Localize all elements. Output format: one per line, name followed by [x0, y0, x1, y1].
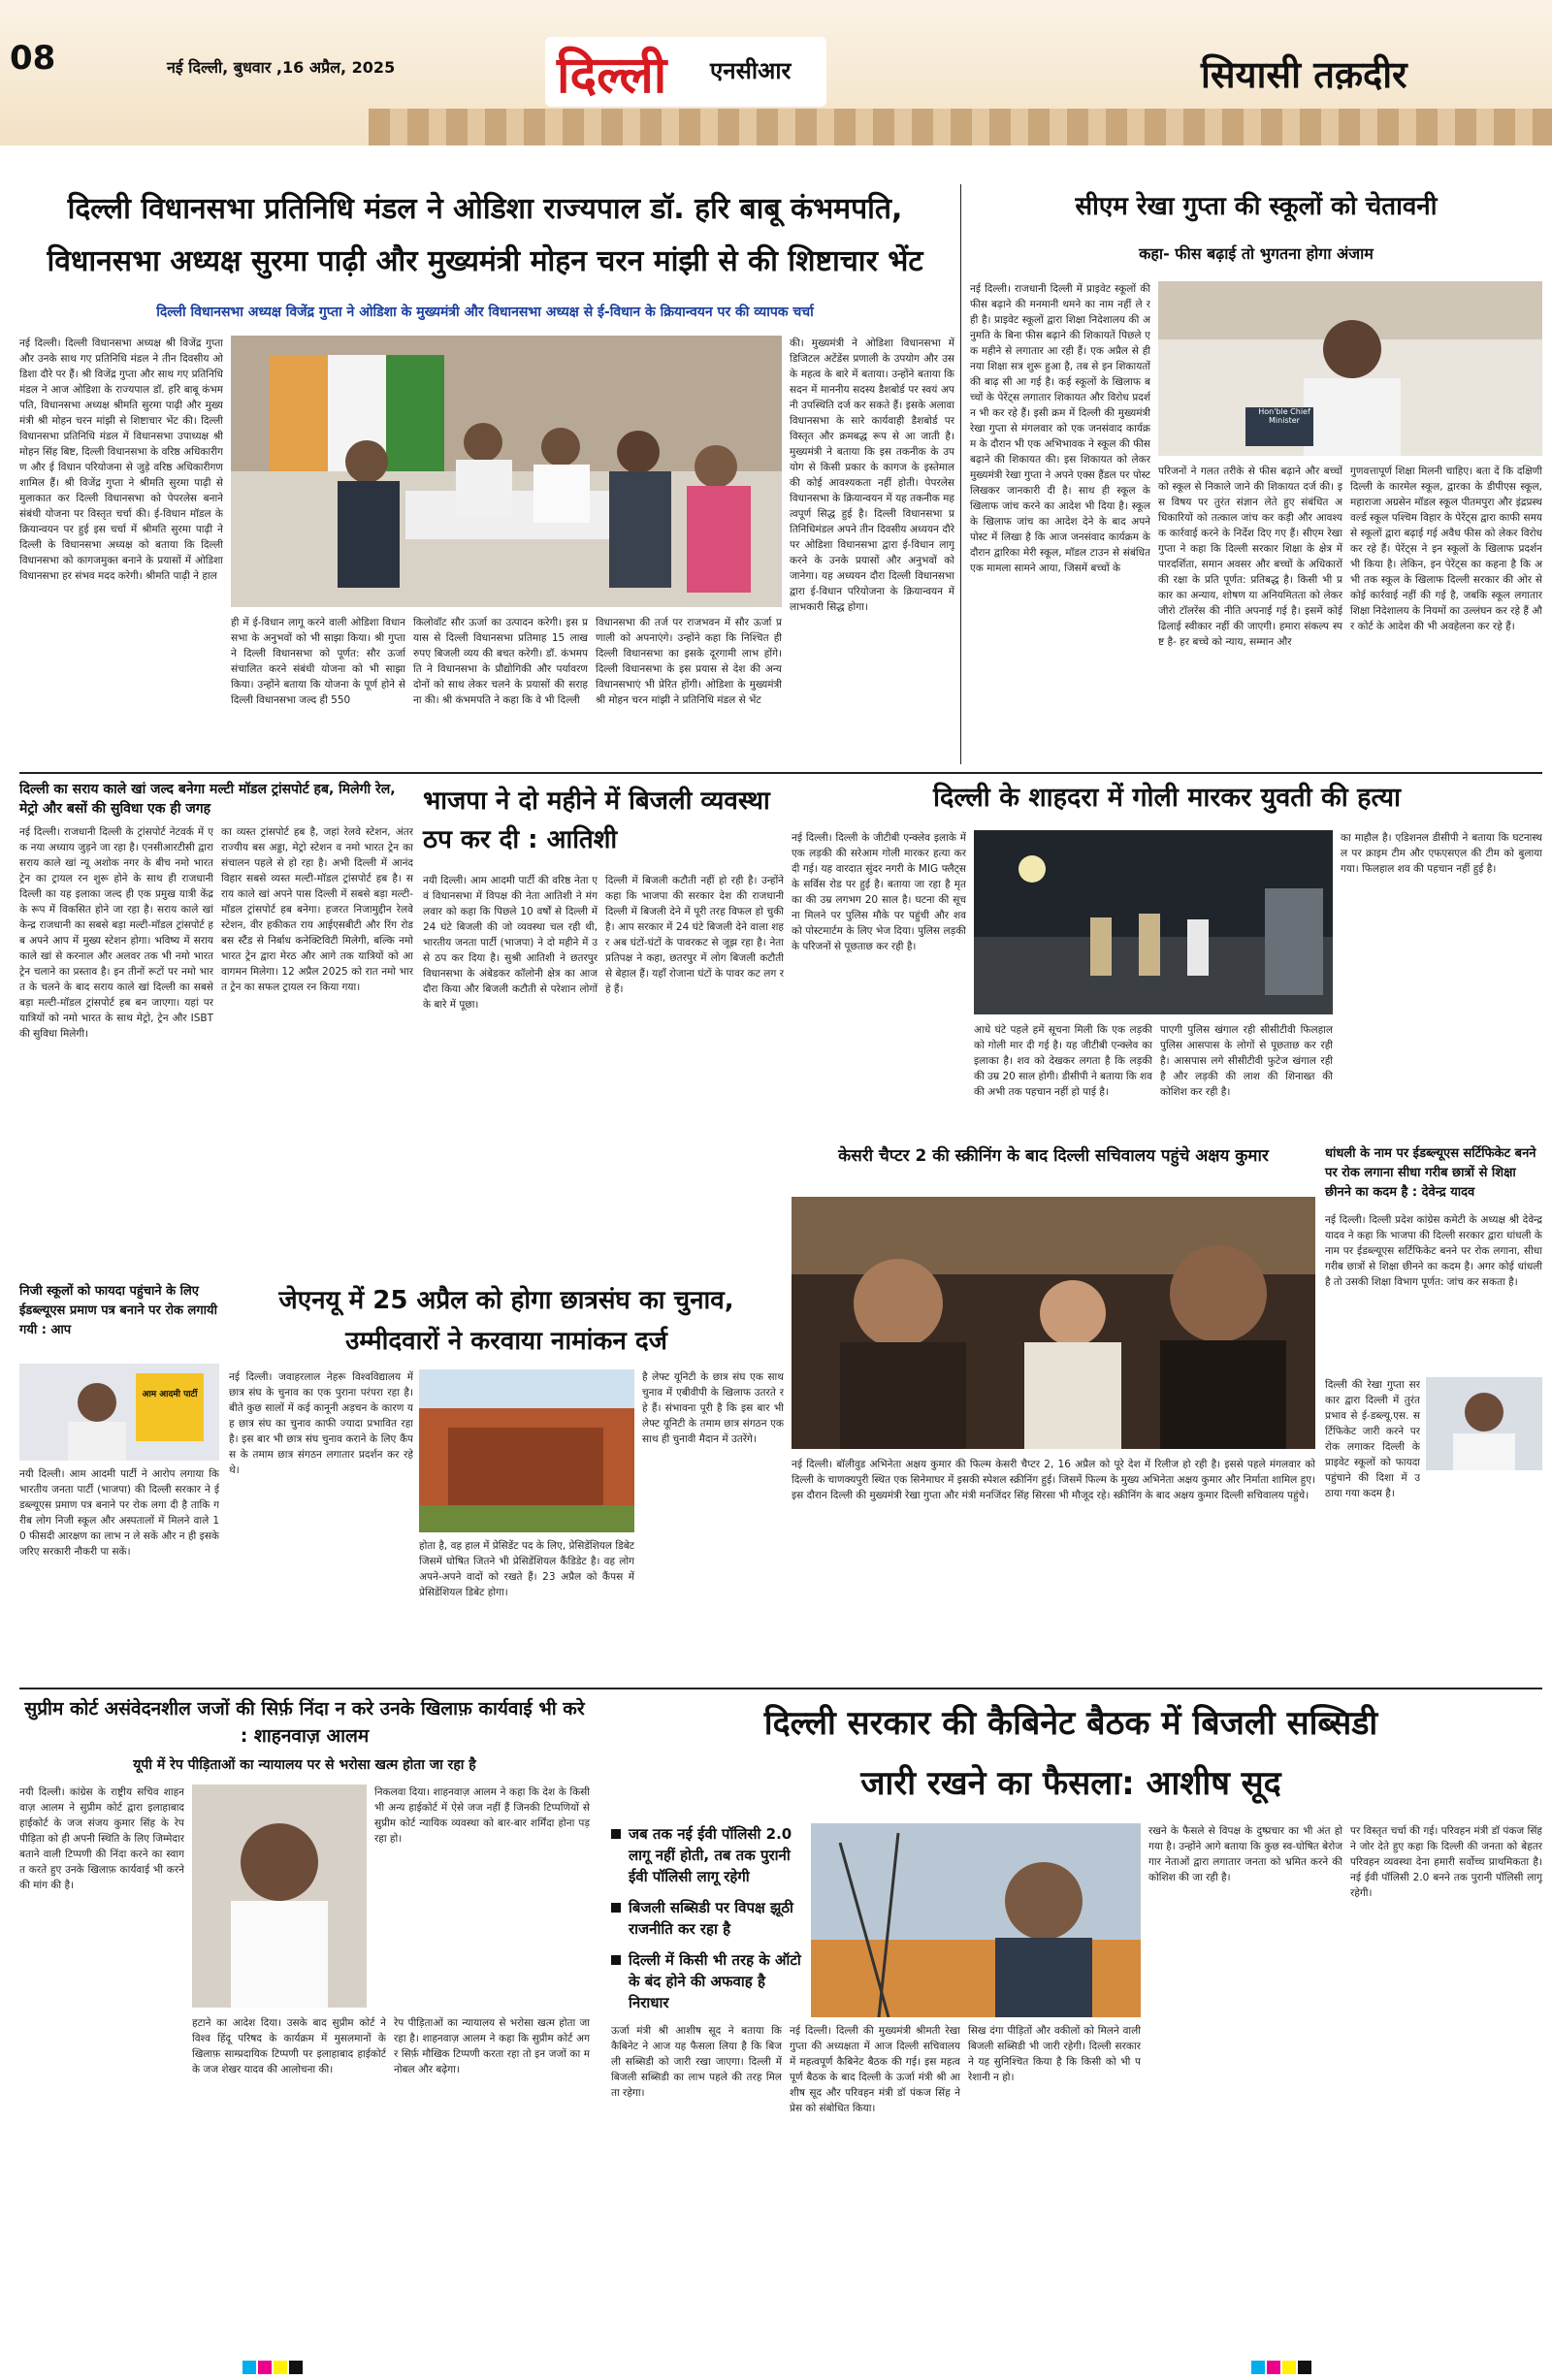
column-rule	[960, 184, 961, 764]
story10-col1: नयी दिल्ली। कांग्रेस के राष्ट्रीय सचिव शाहनवाज़ आलम ने सुप्रीम कोर्ट द्वारा इलाहाबाद हाईकोर्ट के जज संजय कुमार सिंह के रेप पीड़िता को ही अपनी स्थिति के लिए जिम्मेदार बताने वाली टिप्पणी की निंदा करने का स्वागत करते हुए उनके खिलाफ़ कार्यवाई भी करने की मांग की है।	[19, 1786, 184, 1891]
edition-date: नई दिल्ली, बुधवार ,16 अप्रैल, 2025	[167, 58, 396, 77]
story11-bullet-3: दिल्ली में किसी भी तरह के ऑटो के बंद होने की अफवाह है निराधार	[611, 1949, 805, 2013]
page-number: 08	[10, 39, 56, 78]
story8-headline: निजी स्कूलों को फायदा पहुंचाने के लिए ईडब्ल्यूएस प्रमाण पत्र बनाने पर रोक लगायी गयी : आप	[19, 1284, 217, 1337]
story9-col3: है लेफ्ट यूनिटी के छात्र संघ एक साथ चुनाव में एबीवीपी के खिलाफ उतरते रहे हैं। संभावना पूरी है कि इस बार भी लेफ्ट यूनिटी के तमाम छात्र संगठन एक साथ ही चुनावी मैदान में उतरेंगे।	[642, 1371, 784, 1445]
story10-col3: हटाने का आदेश दिया। उसके बाद सुप्रीम कोर्ट ने विश्व हिंदू परिषद के कार्यक्रम में मुसलमानों के खिलाफ़ साम्प्रदायिक टिप्पणी पर इलाहाबाद हाईकोर्ट के जज शेखर यादव की आलोचना की।	[192, 2017, 386, 2075]
section-logo	[545, 37, 826, 107]
story7-col2: दिल्ली की रेखा गुप्ता सरकार द्वारा दिल्ली में तुरंत प्रभाव से ई-डब्ल्यू.एस. सर्टिफिकेट जारी करने पर रोक लगाकर दिल्ली के प्राइवेट स्कूलों को फायदा पहुंचाने की दिशा में उठाया गया कदम है।	[1325, 1379, 1420, 1499]
story10-headline: सुप्रीम कोर्ट असंवेदनशील जजों की सिर्फ़ निंदा न करे उनके खिलाफ़ कार्यवाई भी करे : शाहनवाज़ आलम	[24, 1698, 585, 1747]
story2-deck: कहा- फीस बढ़ाई तो भुगतना होगा अंजाम	[1139, 244, 1374, 263]
logo-main: दिल्ली	[557, 46, 667, 105]
section-title	[1201, 48, 1407, 99]
story1-col1: नई दिल्ली। दिल्ली विधानसभा अध्यक्ष श्री विजेंद्र गुप्ता और उनके साथ गए प्रतिनिधि मंडल ने तीन दिवसीय ओडिशा दौरे पर हैं। श्री विजेंद्र गुप्ता और साथ गए प्रतिनिधि मंडल ने आज ओडिशा के राज्यपाल डॉ. हरि बाबू कंभमपति, विधानसभा अध्यक्ष श्रीमति सुरमा पाढ़ी और मुख्यमंत्री श्री मोहन चरन मांझी से शिष्टाचार भेंट की। दिल्ली विधानसभा प्रतिनिधि मंडल में विधानसभा उपाध्यक्ष श्री मोहन सिंह बिष्ट, दिल्ली विधानसभा के वरिष्ठ अधिकारीगण और ई विधान परियोजना से जुड़े वरिष्ठ अधिकारीगण शामिल हैं। श्री विजेंद्र गुप्ता ने श्रीमति सुरमा पाढ़ी से मुलाकात कर दिल्ली विधानसभा को पेपरलेस बनाने संबंधी योजना पर विस्तृत चर्चा की। ई-विधान मॉडल के क्रियान्वयन पर हुई इस चर्चा में श्रीमति सुरमा पाढ़ी ने दिल्ली के विधानसभा अध्यक्ष को बताया कि दिल्ली विधानसभा को कागजमुक्त बनाने के प्रयासों में ओडिशा विधानसभा हर संभव मदद करेगी। श्रीमति पाढ़ी ने हाल	[19, 338, 223, 582]
story6-body: नई दिल्ली। बॉलीवुड अभिनेता अक्षय कुमार की फिल्म केसरी चैप्टर 2, 16 अप्रैल को पूरे देश में रिलीज हो रही है। इससे पहले मंगलवार को दिल्ली के चाणक्यपुरी स्थित एक सिनेमाघर में इसकी स्पेशल स्क्रीनिंग हुई। जिसमें फिल्म के मुख्य अभिनेता अक्षय कुमार और निर्माता शामिल हुए। इस दौरान दिल्ली की मुख्यमंत्री रेखा गुप्ता और मंत्री मनजिंदर सिंह सिरसा भी मौजूद रहे। स्क्रीनिंग के बाद अक्षय कुमार दिल्ली सचिवालय पहुंचे।	[792, 1459, 1315, 1501]
story3-headline: दिल्ली का सराय काले खां जल्द बनेगा मल्टी मॉडल ट्रांसपोर्ट हब, मिलेगी रेल, मेट्रो और बसों की सुविधा एक ही जगह	[19, 782, 396, 817]
story1-photo	[231, 336, 782, 607]
story8-party-sign: आम आदमी पार्टी	[142, 1390, 198, 1399]
story2-col1: नई दिल्ली। राजधानी दिल्ली में प्राइवेट स्कूलों की फीस बढ़ाने की मनमानी थमने का नाम नहीं ले रही है। प्राइवेट स्कूलों द्वारा शिक्षा निदेशालय की अनुमति के बिना फीस बढ़ाने की शिकायतें पिछले एक महीने से लगातार आ रही हैं। एक अप्रैल से ही नया शिक्षा सत्र शुरू हुआ है, तब से इन शिकायतों की बाढ़ सी आ गई है। कई स्कूलों के खिलाफ बच्चों के पेरेंट्स लगातार शिकायत और विरोध प्रदर्शन भी कर रहे हैं। इसी क्रम में दिल्ली की मुख्यमंत्री रेखा गुप्ता से मंगलवार को एक जनसंवाद कार्यक्रम के दौरान भी एक अभिभावक ने स्कूल की फीस बढ़ाने की शिकायत की। इस शिकायत को लेकर मुख्यमंत्री रेखा गुप्ता ने अपने एक्स हैंडल पर पोस्ट लिखकर जानकारी दी है। साथ ही स्कूल के खिलाफ जांच करने का आदेश भी दिया है। स्कूल के खिलाफ जांच का आदेश देने के बाद अपने पोस्ट में लिखा है कि आज जनसंवाद कार्यक्रम के दौरान द्वारिका मेरी स्कूल, मॉडल टाउन से संबंधित एक मामला सामने आया, जिसमें बच्चों के	[970, 283, 1150, 574]
story7-col1: नई दिल्ली। दिल्ली प्रदेश कांग्रेस कमेटी के अध्यक्ष श्री देवेन्द्र यादव ने कहा कि भाजपा की दिल्ली सरकार द्वारा धांधली के नाम पर ईडब्ल्यूएस सर्टिफिकेट बनने पर रोक लगाना, सीधा गरीब छात्रों से शिक्षा छीनने का कदम है। अगर कोई धांधली है तो उसकी शिक्षा विभाग पूर्णत: जांच कर सकता है।	[1325, 1214, 1542, 1288]
story10-col2: निकलवा दिया। शाहनवाज़ आलम ने कहा कि देश के किसी भी अन्य हाईकोर्ट में ऐसे जज नहीं हैं जिनकी टिप्पणियों से सुप्रीम कोर्ट न्यायिक व्यवस्था को बार-बार शर्मिंदा होना पड़ रहा हो।	[374, 1786, 590, 1845]
registration-marks	[0, 2357, 1552, 2380]
section-title-a: सियासी	[1201, 53, 1301, 96]
story5-headline: दिल्ली के शाहदरा में गोली मारकर युवती की हत्या	[932, 783, 1401, 813]
story11-photo	[811, 1823, 1141, 2017]
story2-col2: परिजनों ने गलत तरीके से फीस बढ़ाने और बच्चों को स्कूल से निकाले जाने की शिकायत दर्ज की। इस विषय पर तुरंत संज्ञान लेते हुए संबंधित अधिकारियों को तत्काल जांच कर कड़ी और आवश्यक कार्रवाई करने के निर्देश दिए गए हैं। सीएम रेखा गुप्ता ने कहा कि दिल्ली सरकार शिक्षा के क्षेत्र में पारदर्शिता, समान अवसर और बच्चों के अधिकारों की रक्षा के प्रति पूर्णत: प्रतिबद्ध है। किसी भी प्रकार का अन्याय, शोषण या अनियमितता को लेकर जीरो टॉलरेंस की नीति अपनाई गई है। इसमें कोई ढिलाई स्वीकार नहीं की जाएगी। हमारा संकल्प स्पष्ट है- हर बच्चे को न्याय, सम्मान और	[1158, 466, 1342, 648]
story11-highlights	[611, 1823, 805, 2017]
story11-col3: सिख दंगा पीड़ितों और वकीलों को मिलने वाली बिजली सब्सिडी भी जारी रहेगी। दिल्ली सरकार ने यह सुनिश्चित किया है कि किसी को भी परेशानी न हो।	[968, 2025, 1141, 2083]
story11-headline-line1: दिल्ली सरकार की कैबिनेट बैठक में बिजली सब्सिडी	[763, 1704, 1378, 1743]
story10-col4: रेप पीड़िताओं का न्यायालय से भरोसा खत्म होता जा रहा है। शाहनवाज़ आलम ने कहा कि सुप्रीम कोर्ट अगर सिर्फ़ मौखिक टिप्पणी करता रहा तो इन जजों का मनोबल और बढ़ेगा।	[394, 2017, 590, 2075]
story1-col2: ही में ई-विधान लागू करने वाली ओडिशा विधानसभा के अनुभवों को भी साझा किया। श्री गुप्ता ने दिल्ली विधानसभा को पूर्णत: सौर ऊर्जा संचालित करने संबंधी योजना को भी साझा किया। उन्होंने बताया कि योजना के पूर्ण होने से दिल्ली विधानसभा जल्द ही 550	[231, 617, 405, 706]
story9-col1: नई दिल्ली। जवाहरलाल नेहरू विश्वविद्यालय में छात्र संघ के चुनाव का एक पुराना परंपरा रहा है। बीते कुछ सालों में कई कानूनी अड़चन के कारण यह छात्र संघ का चुनाव काफी ज्यादा प्रभावित रहा है। इस बार भी छात्र संघ चुनाव कराने के लिए कैंपस के तमाम छात्र संगठन लगातार प्रदर्शन कर रहे थे।	[229, 1371, 413, 1476]
story8-body: नयी दिल्ली। आम आदमी पार्टी ने आरोप लगाया कि भारतीय जनता पार्टी (भाजपा) की दिल्ली सरकार ने ईडब्ल्यूएस प्रमाण पत्र बनाने पर रोक लगा दी है ताकि गरीब लोग निजी स्कूल और अस्पतालों में मिलने वाले 10 फीसदी आरक्षण का लाभ न ले सकें और न ही इसके जरिए सरकारी नौकरी पा सकें।	[19, 1468, 219, 1558]
monument-skyline	[369, 109, 1552, 145]
story11-headline-line2: जारी रखने का फैसला: आशीष सूद	[860, 1764, 1281, 1803]
story5-photo	[974, 830, 1333, 1014]
story1-col4: विधानसभा की तर्ज पर राजभवन में सौर ऊर्जा प्रणाली को अपनाएंगे। उन्होंने कहा कि निश्चित ही दिल्ली विधानसभा का इसके दूरगामी लाभ होंगे। दिल्ली विधानसभा के इस प्रयास से देश की अन्य विधानसभाएं भी प्रेरित होंगी। ओडिशा के मुख्यमंत्री श्री मोहन चरन मांझी ने प्रतिनिधि मंडल से भेंट	[596, 617, 782, 706]
section-divider	[19, 772, 1542, 774]
story11-bullet-1: जब तक नई ईवी पॉलिसी 2.0 लागू नहीं होती, तब तक पुरानी ईवी पॉलिसी लागू रहेगी	[611, 1823, 805, 1887]
story2-headline: सीएम रेखा गुप्ता की स्कूलों को चेतावनी	[1075, 192, 1438, 221]
logo-sub: एनसीआर	[710, 57, 792, 84]
story6-photo	[792, 1197, 1315, 1449]
story1-col5: की। मुख्यमंत्री ने ओडिशा विधानसभा में डिजिटल अटेंडेंस प्रणाली के उपयोग और उसके महत्व के बारे में बताया। उन्होंने बताया कि सदन में माननीय सदस्य डैशबोर्ड पर स्वयं अपनी उपस्थिति दर्ज कर सकते हैं। इसके अलावा विधानसभा के सारे कार्यवाही डैशबोर्ड पर विस्तृत और क्रमबद्ध रूप से आ जाती है। मुख्यमंत्री ने बताया कि इस तकनीक के उपयोग से किसी प्रकार के कागज के इस्तेमाल की कोई आवश्यकता नहीं होती। पेपरलेस विधानसभा के क्रियान्वयन में यह तकनीक महत्वपूर्ण सिद्ध हुई है। दिल्ली विधानसभा प्रतिनिधिमंडल अपने तीन दिवसीय अध्ययन दौरे पर ओडिशा विधानसभा द्वारा ई-विधान लागू करने के उनके प्रयासों और अनुभवों को जानेगा। यह अध्ययन दौरा दिल्ली विधानसभा द्वारा ई-विधान परियोजना के क्रियान्वयन में लाभकारी सिद्ध होगा।	[790, 338, 954, 613]
story4-headline: भाजपा ने दो महीने में बिजली व्यवस्था ठप कर दी : आतिशी	[423, 787, 770, 854]
story6-headline: केसरी चैप्टर 2 की स्क्रीनिंग के बाद दिल्ली सचिवालय पहुंचे अक्षय कुमार	[838, 1146, 1269, 1166]
story7-headline: धांधली के नाम पर ईडब्ल्यूएस सर्टिफिकेट बनने पर रोक लगाना सीधा गरीब छात्रों से शिक्षा छीनने का कदम है : देवेन्द्र यादव	[1325, 1146, 1536, 1200]
story11-col5: पर विस्तृत चर्चा की गई। परिवहन मंत्री डॉ पंकज सिंह ने जोर देते हुए कहा कि दिल्ली की जनता को बेहतर परिवहन व्यवस्था देना हमारी सर्वोच्च प्राथमिकता है। नई ईवी पॉलिसी 2.0 बनने तक पुरानी पॉलिसी लागू रहेगी।	[1350, 1825, 1542, 1899]
story4-col2: दिल्ली में बिजली कटौती नहीं हो रही है। उन्होंने कहा कि भाजपा की सरकार देश की राजधानी दिल्ली में बिजली देने में पूरी तरह विफल हो चुकी है। आप सरकार में 24 घंटे बिजली देने वाला शहर अब घंटों-घंटों के पावरकट से जूझ रहा है। नेता प्रतिपक्ष ने कहा, छतरपुर में लोग बिजली कटौती से बेहाल हैं। यहाँ रोजाना घंटों के पावर कट लग रहे हैं।	[605, 875, 784, 995]
story4-col1: नयी दिल्ली। आम आदमी पार्टी की वरिष्ठ नेता एवं विधानसभा में विपक्ष की नेता आतिशी ने मंगलवार को कहा कि पिछले 10 वर्षों से दिल्ली में 24 घंटे बिजली की जो व्यवस्था चल रही थी, भारतीय जनता पार्टी (भाजपा) ने दो महीने में उसे ठप कर दिया है। सुश्री आतिशी ने छतरपुर विधानसभा के अंबेडकर कॉलोनी क्षेत्र का आज दौरा किया और बिजली कटौती से परेशान लोगों के बारे में पूछा।	[423, 875, 598, 1011]
story9-headline: जेएनयू में 25 अप्रैल को होगा छात्रसंघ का चुनाव, उम्मीदवारों ने करवाया नामांकन दर्ज	[278, 1286, 734, 1356]
story5-col4: का माहौल है। एडिशनल डीसीपी ने बताया कि घटनास्थल पर क्राइम टीम और एफएसएल की टीम को बुलाया गया। फिलहाल शव की पहचान नहीं हुई है।	[1341, 832, 1542, 875]
story11-col4: रखने के फैसले से विपक्ष के दुष्प्रचार का भी अंत हो गया है। उन्होंने आगे बताया कि कुछ स्व-घोषित बेरोजगार नेताओं द्वारा लगातार जनता को भ्रमित करने की कोशिश की जा रही है।	[1148, 1825, 1342, 1883]
story11-col1: नई दिल्ली। दिल्ली की मुख्यमंत्री श्रीमती रेखा गुप्ता की अध्यक्षता में आज दिल्ली सचिवालय में महत्वपूर्ण कैबिनेट बैठक की गई। इस महत्वपूर्ण बैठक के बाद दिल्ली के ऊर्जा मंत्री श्री आशीष सूद और परिवहन मंत्री डॉ पंकज सिंह ने प्रेस को संबोधित किया।	[790, 2025, 960, 2114]
story1-headline-line1: दिल्ली विधानसभा प्रतिनिधि मंडल ने ओडिशा राज्यपाल डॉ. हरि बाबू कंभमपति,	[67, 192, 903, 226]
story1-col3: किलोवॉट सौर ऊर्जा का उत्पादन करेगी। इस प्रयास से दिल्ली विधानसभा प्रतिमाह 15 लाख रुपए बिजली व्यय की बचत करेगी। डॉ. कंभमपति ने विधानसभा के प्रौद्योगिकी और पर्यावरण दोनों को साथ लेकर चलने के प्रयासों की सराहना की। श्री कंभमपति ने कहा कि वे भी दिल्ली	[413, 617, 588, 706]
story5-col1: नई दिल्ली। दिल्ली के जीटीबी एन्क्लेव इलाके में एक लड़की की सरेआम गोली मारकर हत्या कर दी गई। यह वारदात सुंदर नगरी के MIG फ्लैट्स के सर्विस रोड पर हुई है। बताया जा रहा है मृतका की उम्र लगभग 20 साल है। घटना की सूचना मिलने पर पुलिस मौके पर पहुंची और शव को पोस्टमार्टम के लिए भेज दिया। पुलिस लड़की के परिजनों से पूछताछ कर रही है।	[792, 832, 966, 952]
story10-photo	[192, 1785, 367, 2008]
section-title-b: तक़दीर	[1313, 53, 1407, 96]
story2-photo	[1158, 281, 1542, 456]
story11-col2: ऊर्जा मंत्री श्री आशीष सूद ने बताया कि कैबिनेट ने आज यह फैसला लिया है कि बिजली सब्सिडी को जारी रखा जाएगा। दिल्ली में बिजली सब्सिडी का लाभ पहले की तरह मिलता रहेगा।	[611, 2025, 782, 2099]
section-divider-2	[19, 1688, 1542, 1689]
story7-photo	[1426, 1377, 1542, 1470]
story1-headline-line2: विधानसभा अध्यक्ष सुरमा पाढ़ी और मुख्यमंत्री मोहन चरन मांझी से की शिष्टाचार भेंट	[47, 244, 923, 278]
story5-col2: आधे घंटे पहले हमें सूचना मिली कि एक लड़की को गोली मार दी गई है। यह जीटीबी एन्क्लेव का इलाका है। शव को देखकर लगता है कि लड़की की उम्र 20 साल होगी। डीसीपी ने बताया कि शव की अभी तक पहचान नहीं हो पाई है।	[974, 1024, 1152, 1098]
story3-col2: का व्यस्त ट्रांसपोर्ट हब है, जहां रेलवे स्टेशन, अंतरराज्यीय बस अड्डा, मेट्रो स्टेशन व नमो भारत ट्रेन का संचालन पहले से हो रहा है। अभी दिल्ली में आनंद विहार सबसे व्यस्त मल्टी-मॉडल ट्रांसपोर्ट हब है। सराय काले खां अपने पास दिल्ली में सबसे बड़ा मल्टी-मॉडल ट्रांसपोर्ट हब बनेगा। हजरत निजामुद्दीन रेलवे स्टेशन, वीर हकीकत राय आईएसबीटी और रिंग रोड बस स्टैंड से निर्बाध कनेक्टिविटी मिलेगी, बल्कि नमो भारत ट्रेन द्वारा मेरठ और आगे तक यात्रियों को आवागमन मिलेगा। 12 अप्रैल 2025 को रात नमो भारत ट्रेन का सफल ट्रायल रन किया गया।	[221, 826, 413, 993]
story2-nameplate: Hon'ble Chief Minister	[1258, 407, 1310, 425]
story10-deck: यूपी में रेप पीड़िताओं का न्यायालय पर से भरोसा खत्म होता जा रहा है	[133, 1757, 476, 1773]
story11-bullet-2: बिजली सब्सिडी पर विपक्ष झूठी राजनीति कर रहा है	[611, 1897, 805, 1940]
story2-col3: गुणवत्तापूर्ण शिक्षा मिलनी चाहिए। बता दें कि दक्षिणी दिल्ली के कारमेल स्कूल, द्वारका के डीपीएस स्कूल, महाराजा अग्रसेन मॉडल स्कूल पीतमपुरा और इंद्रप्रस्थ वर्ल्ड स्कूल पश्चिम विहार के पेरेंट्स द्वारा काफी समय से स्कूलों द्वारा बढ़ाई गई अवैध फीस को लेकर विरोध कर रहे हैं। पेरेंट्स ने इन स्कूलों के खिलाफ प्रदर्शन भी किया है। लेकिन, इन पेरेंट्स का कहना है कि अभी तक स्कूल के खिलाफ दिल्ली सरकार की ओर से कोई कार्रवाई नहीं की गई है, जबकि स्कूल लगातार शिक्षा निदेशालय के नियमों का उल्लंघन कर रहे हैं और कोर्ट के आदेश की भी अवहेलना कर रहे हैं।	[1350, 466, 1542, 632]
story9-col2: होता है, वह हाल में प्रेसिडेंट पद के लिए, प्रेसिडेंशियल डिबेट जिसमें घोषित जितने भी प्रेसिडेंशियल कैंडिडेट है। वह लोग अपने-अपने वादों को रखते हैं। 23 अप्रैल को कैंपस में प्रेसिडेंशियल डिबेट होगा।	[419, 1540, 634, 1598]
story9-photo	[419, 1369, 634, 1532]
story5-col3: पाएगी पुलिस खंगाल रही सीसीटीवी फिलहाल पुलिस आसपास के लोगों से पूछताछ कर रही है। आसपास लगे सीसीटीवी फुटेज खंगाल रही है और लड़की की लाश की शिनाख्त की कोशिश कर रही है।	[1160, 1024, 1333, 1098]
story8-photo	[19, 1364, 219, 1461]
story1-deck: दिल्ली विधानसभा अध्यक्ष विजेंद्र गुप्ता ने ओडिशा के मुख्यमंत्री और विधानसभा अध्यक्ष से ई-विधान के क्रियान्वयन पर की व्यापक चर्चा	[156, 305, 814, 320]
story3-col1: नई दिल्ली। राजधानी दिल्ली के ट्रांसपोर्ट नेटवर्क में एक नया अध्याय जुड़ने जा रहा है। एनसीआरटीसी द्वारा सराय काले खां न्यू अशोक नगर के बीच नमो भारत ट्रेन का ट्रायल रन शुरू होने के साथ ही राजधानी दिल्ली का यह इलाका जल्द ही एक प्रमुख यात्री केंद्र के रूप में विकसित होने जा रहा है। सराय काले खां केन्द्र राजधानी का सबसे बड़ा मल्टी-मॉडल ट्रांसपोर्ट हब अपने आप में मुख्य स्टेशन होगा। भविष्य में सराय काले खां से करनाल और अलवर तक भी नमो भारत ट्रेन चलाने का प्रस्ताव है। इन तीनों रूटों पर नमो भारत के चलने के बाद सराय काले खां दिल्ली का सबसे बड़ा मल्टी-मॉडल ट्रांसपोर्ट हब बन जाएगा। यहां पर यात्रियों को नमो भारत के साथ मेट्रो, ट्रेन और ISBT की सुविधा मिलेगी।	[19, 826, 213, 1040]
